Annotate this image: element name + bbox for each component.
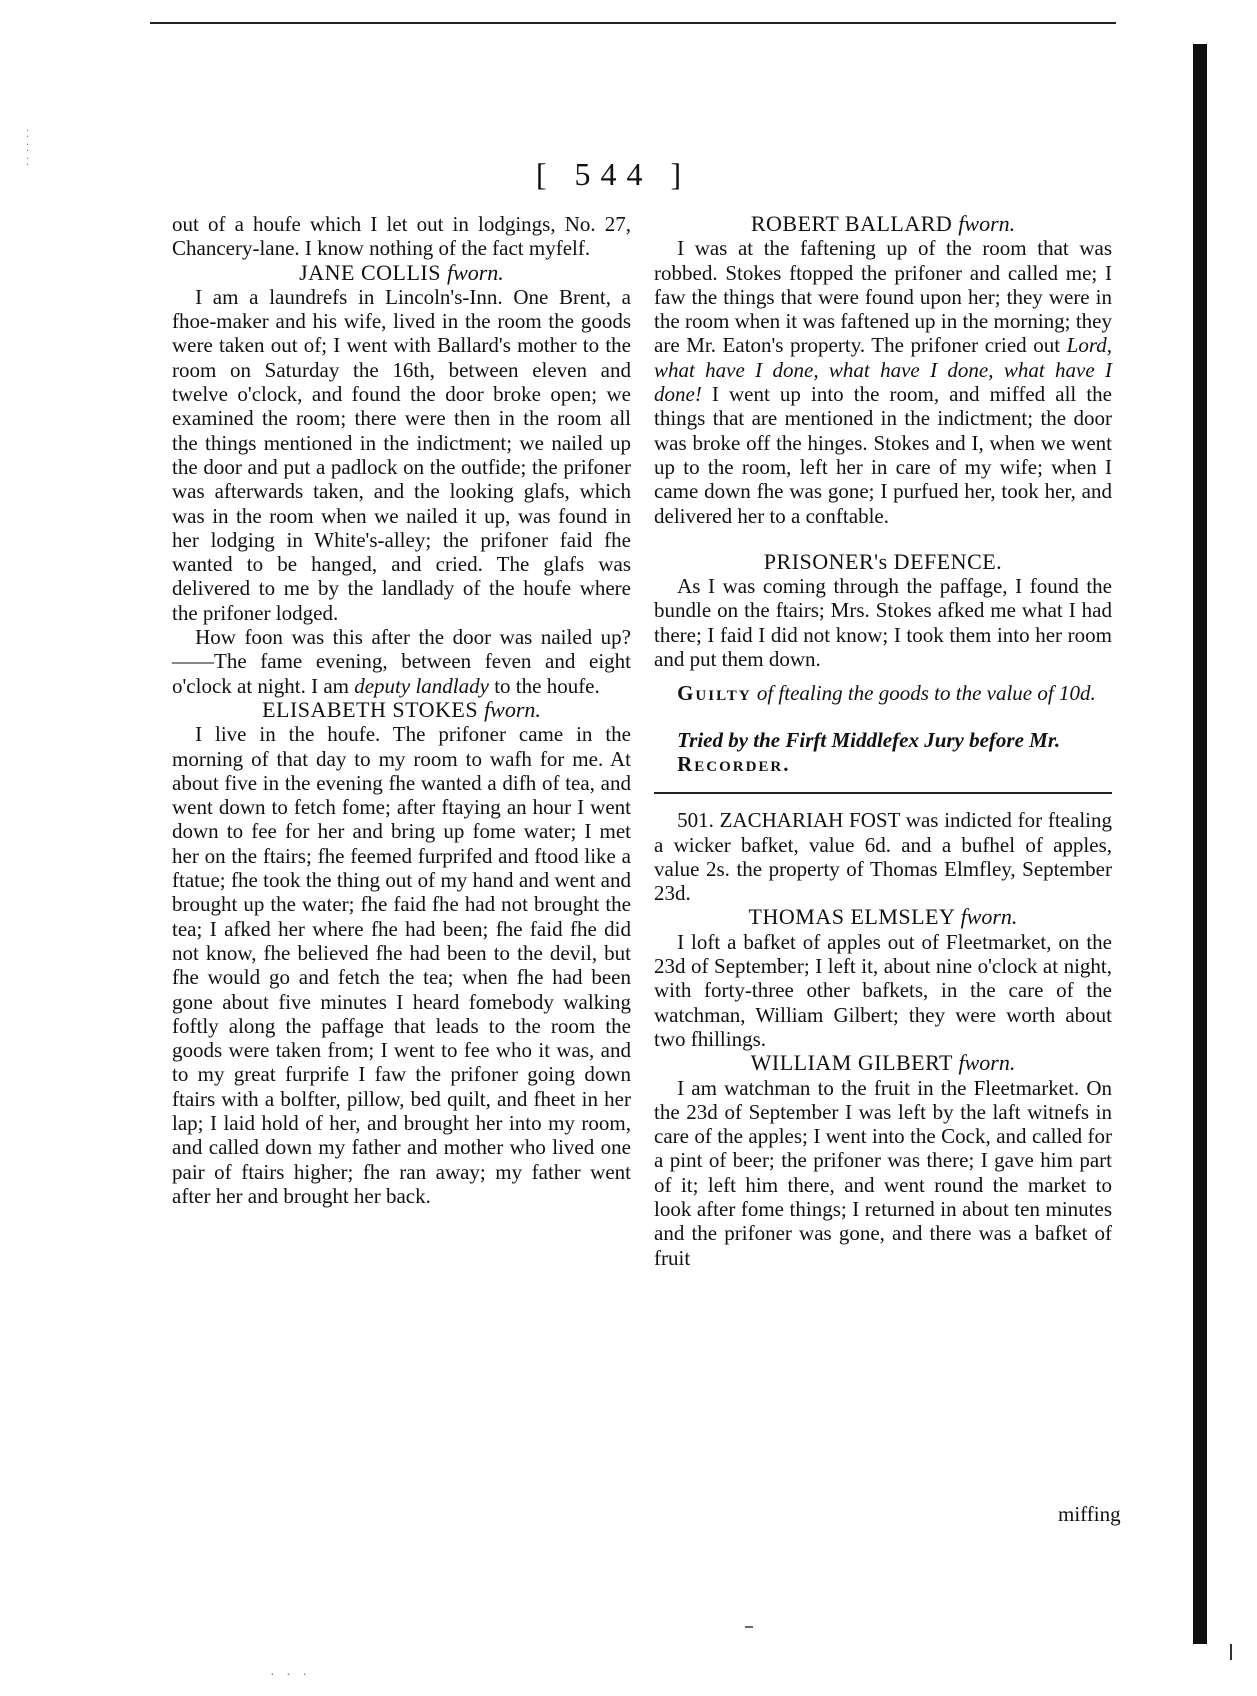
emphasis: deputy landlady [354, 673, 489, 698]
right-column [654, 212, 1112, 1270]
emphasis: Lord, what have I done, what have I done, what have I done! [654, 333, 1112, 407]
sworn-label: fworn. [446, 259, 504, 285]
court-note: Tried by the Firft Middlefex Jury before Mr. [677, 727, 1061, 752]
witness-name: ELISABETH STOKES [262, 696, 479, 722]
witness-name: THOMAS ELMSLEY [748, 904, 955, 930]
sworn-label: fworn. [958, 211, 1016, 236]
paragraph: I am a laundrefs in Lincoln's-Inn. One Brent, a fhoe-maker and his wife, lived in the room the goods were taken out of; I went with Ballard's mother to the room on Saturday the 16th, between eleven and twelve o'clock, and found the door broke open; we examined the room; there were then in the room all the things mentioned in the indictment; we nailed up the door and put a padlock on the outfide; the prifoner was afterwards taken, and the looking glafs, which was in the room when we nailed it up, was found in her lodging in White's-alley; the prifoner faid fhe wanted to be hanged, and cried. The glafs was delivered to me by the landlady of the houfe where the prifoner lodged. [172, 284, 631, 625]
witness-heading [172, 261, 631, 285]
text-run: I was at the faftening up of the room that was robbed. Stokes ftopped the prifoner and called me; I faw the things that were found upon her; they were in the room when it was faftened up in the morning; they are Mr. Eaton's property. The prifoner cried out [654, 236, 1112, 358]
paragraph: I am watchman to the fruit in the Fleetmarket. On the 23d of September I was left by the laft witnefs in care of the apples; I went into the Cock, and called for a pint of beer; the prifoner was there; I gave him part of it; left him there, and went round the market to look after fome things; I returned in about ten minutes and the prifoner was gone, and there was a bafket of fruit [654, 1075, 1112, 1270]
text-run: to the houfe. [488, 673, 600, 698]
sworn-label: fworn. [484, 696, 541, 722]
text-run: I went up into the room, and miffed all the things that are mentioned in the indictment; the door was broke off the hinges. Stokes and I, when we went up to the room, left her in care of my wife; when I came down fhe was gone; I purfued her, took her, and delivered her to a conftable. [654, 382, 1112, 528]
top-rule [150, 22, 1116, 24]
witness-heading [172, 698, 631, 722]
left-column [172, 212, 631, 1208]
verdict-text: of ftealing the goods to the value of 10d. [751, 681, 1096, 706]
verdict [654, 681, 1112, 705]
footer-mark [745, 1626, 753, 1628]
witness-heading [654, 905, 1112, 929]
witness-heading [654, 212, 1112, 236]
witness-name: WILLIAM GILBERT [750, 1050, 953, 1076]
witness-name: ROBERT BALLARD [750, 211, 953, 236]
section-rule [654, 792, 1112, 794]
sworn-label: fworn. [960, 904, 1018, 930]
scan-edge-bar [1193, 44, 1207, 1644]
paragraph: 501. ZACHARIAH FOST was indicted for ftealing a wicker bafket, value 6d. and a bufhel of apples, value 2s. the property of Thomas Elmfley, September 23d. [654, 808, 1112, 906]
witness-heading [654, 1051, 1112, 1075]
defence-heading: PRISONER's DEFENCE. [763, 548, 1003, 574]
scan-margin-marks: ⁚ ⁚ ⁚ [26, 129, 31, 168]
corner-mark [1230, 1644, 1232, 1660]
paragraph [654, 236, 1112, 528]
court-note-recorder [654, 752, 1112, 776]
catchword: miffing [1058, 1502, 1121, 1526]
recorder-label: Recorder. [677, 751, 791, 776]
verdict-label: Guilty [677, 681, 752, 706]
text-run: How foon was this after the door was nailed up?——The fame evening, between feven and eight o'clock at night. I am [172, 625, 631, 698]
paragraph: out of a houfe which I let out in lodgings, No. 27, Chancery-lane. I know nothing of the fact myfelf. [172, 212, 631, 261]
footer-dots: · · · [270, 1668, 311, 1683]
sworn-label: fworn. [958, 1050, 1016, 1076]
paragraph: I live in the houfe. The prifoner came in the morning of that day to my room to wafh for me. At about five in the evening fhe wanted a difh of tea, and went down to fetch fome; after ftaying an hour I went down to fee for her and bring up fome water; I met her on the ftairs; fhe feemed furprifed and ftood like a ftatue; fhe took the thing out of my hand and went and brought up the water; fhe faid fhe had not brought the tea; I afked her where fhe had been; fhe faid fhe did not know, fhe believed fhe had been to the devil, but fhe would go and fetch the tea; when fhe had been gone about five minutes I heard fomebody walking foftly along the paffage that leads to the room the goods were taken from; I went to fee who it was, and to my great furprife I faw the prifoner going down ftairs with a bolfter, pillow, bed quilt, and fheet in her lap; I laid hold of her, and brought her into my room, and called down my father and mother who lived one pair of ftairs higher; fhe ran away; my father went after her and brought her back. [172, 722, 631, 1208]
paragraph: As I was coming through the paffage, I found the bundle on the ftairs; Mrs. Stokes afked me what I had there; I faid I did not know; I took them into her room and put them down. [654, 574, 1112, 672]
witness-name: JANE COLLIS [299, 259, 441, 285]
paragraph [172, 625, 631, 698]
paragraph: I loft a bafket of apples out of Fleetmarket, on the 23d of September; I left it, about nine o'clock at night, with forty-three other bafkets, in the care of the watchman, William Gilbert; they were worth about two fhillings. [654, 929, 1112, 1051]
page-number: [ 544 ] [535, 156, 692, 192]
